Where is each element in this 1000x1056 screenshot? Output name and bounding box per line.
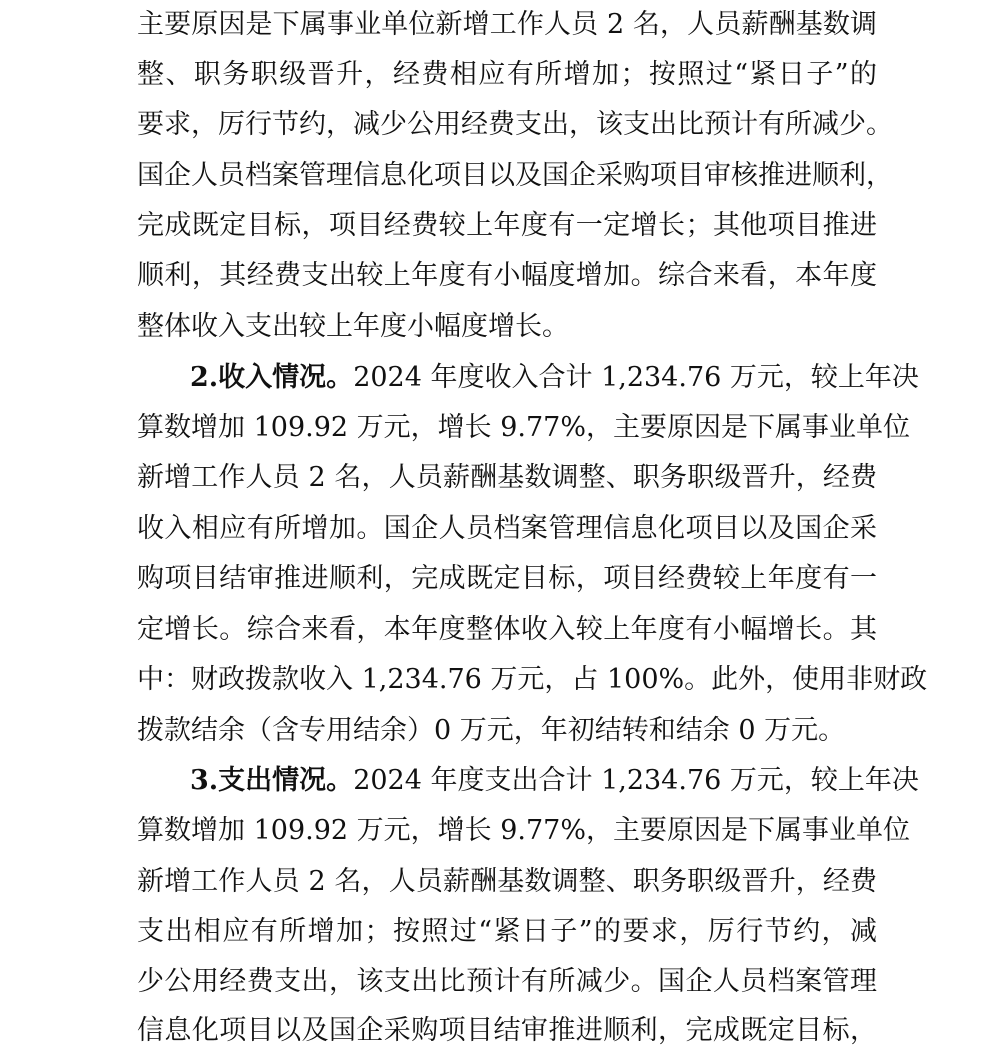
text-line: 收入相应有所增加。国企人员档案管理信息化项目以及国企采 [137, 513, 877, 544]
section-3-heading: 3.支出情况。 [190, 765, 354, 796]
section-2-heading: 2.收入情况。 [190, 362, 354, 393]
text-line: 购项目结审推进顺利，完成既定目标，项目经费较上年度有一 [137, 563, 877, 594]
text-line: 信息化项目以及国企采购项目结审推进顺利，完成既定目标， [137, 1015, 877, 1046]
text-line: 整体收入支出较上年度小幅度增长。 [137, 311, 569, 342]
text-line: 少公用经费支出，该支出比预计有所减少。国企人员档案管理 [137, 966, 877, 997]
text-line: 国企人员档案管理信息化项目以及国企采购项目审核推进顺利， [137, 160, 893, 191]
text-line: 完成既定目标，项目经费较上年度有一定增长；其他项目推进 [137, 210, 877, 241]
section-3-first-text: 2024 年度支出合计 1,234.76 万元，较上年决 [353, 765, 919, 796]
section-2-first-line [190, 353, 919, 403]
text-line: 定增长。综合来看，本年度整体收入较上年度有小幅增长。其 [137, 614, 877, 645]
text-line: 新增工作人员 2 名，人员薪酬基数调整、职务职级晋升，经费 [137, 866, 877, 897]
text-line: 主要原因是下属事业单位新增工作人员 2 名，人员薪酬基数调 [137, 9, 877, 40]
text-line: 新增工作人员 2 名，人员薪酬基数调整、职务职级晋升，经费 [137, 462, 877, 493]
section-3-first-line [190, 756, 919, 806]
text-line: 算数增加 109.92 万元，增长 9.77%，主要原因是下属事业单位 [137, 412, 910, 443]
text-line: 拨款结余（含专用结余）0 万元，年初结转和结余 0 万元。 [137, 715, 846, 746]
text-line: 整、职务职级晋升，经费相应有所增加；按照过“紧日子”的 [137, 59, 877, 90]
section-2-first-text: 2024 年度收入合计 1,234.76 万元，较上年决 [353, 362, 919, 393]
text-line: 中：财政拨款收入 1,234.76 万元，占 100%。此外，使用非财政 [137, 664, 928, 695]
text-line: 要求，厉行节约，减少公用经费支出，该支出比预计有所减少。 [137, 109, 893, 140]
text-line: 顺利，其经费支出较上年度有小幅度增加。综合来看，本年度 [137, 260, 877, 291]
text-line: 算数增加 109.92 万元，增长 9.77%，主要原因是下属事业单位 [137, 815, 910, 846]
text-line: 支出相应有所增加；按照过“紧日子”的要求，厉行节约，减 [137, 916, 877, 947]
